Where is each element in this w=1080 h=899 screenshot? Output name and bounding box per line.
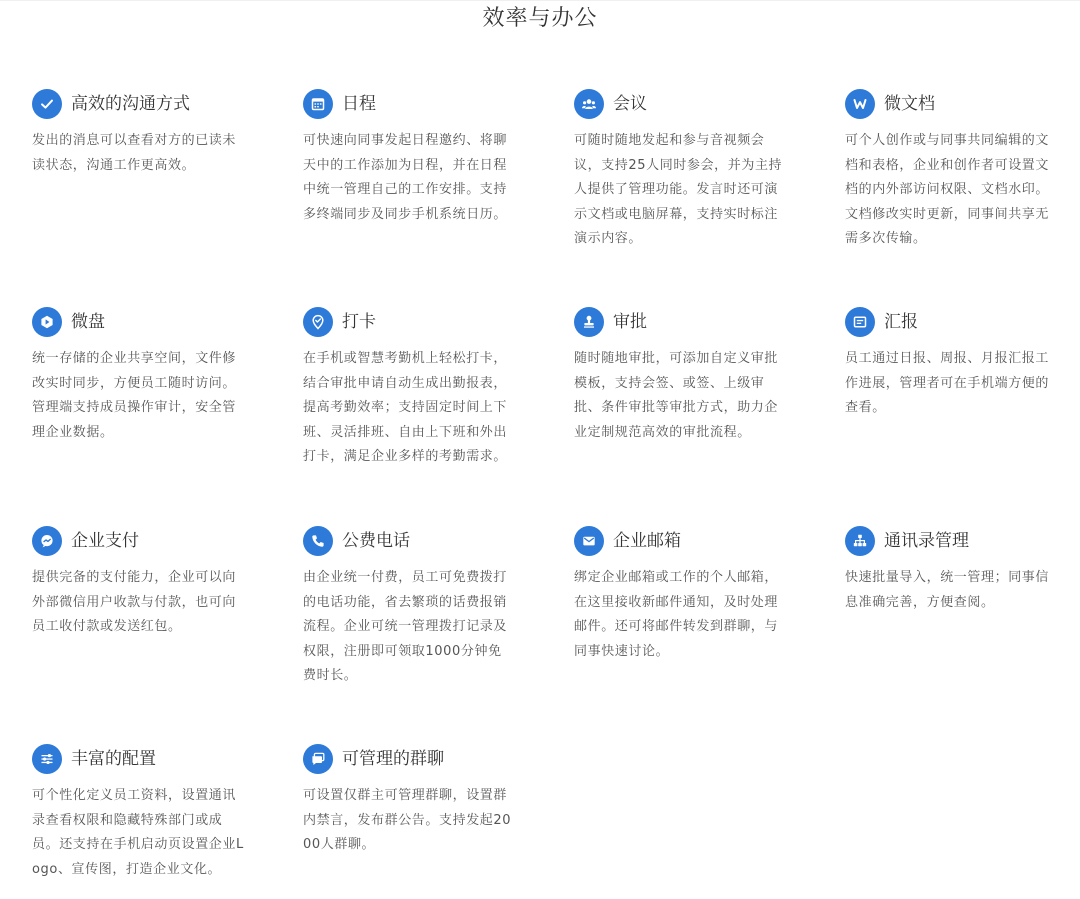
feature-description: 绑定企业邮箱或工作的个人邮箱，在这里接收新邮件通知，及时处理邮件。还可将邮件转发到群聊，与同事快速讨论。 xyxy=(574,570,779,659)
feature-description: 由企业统一付费，员工可免费拨打的电话功能，省去繁琐的话费报销流程。企业可统一管理拨打记录及权限，注册即可领取1000分钟免费时长。 xyxy=(303,570,508,683)
feature-title: 高效的沟通方式 xyxy=(71,94,190,114)
feature-card xyxy=(303,744,515,858)
feature-description: 随时随地审批，可添加自定义审批模板，支持会签、或签、上级审批、条件审批等审批方式，助力企业定制规范高效的审批流程。 xyxy=(574,351,779,440)
feature-header xyxy=(574,526,786,556)
feature-description: 可个人创作或与同事共同编辑的文档和表格，企业和创作者可设置文档的内外部访问权限、文档水印。文档修改实时更新，同事间共享无需多次传输。 xyxy=(845,133,1050,246)
location-pin-icon xyxy=(303,307,333,337)
group-chat-icon xyxy=(303,744,333,774)
feature-card xyxy=(32,89,244,178)
org-chart-icon xyxy=(845,526,875,556)
feature-header xyxy=(574,89,786,119)
feature-title: 通讯录管理 xyxy=(884,531,969,551)
feature-description: 在手机或智慧考勤机上轻松打卡，结合审批申请自动生成出勤报表，提高考勤效率；支持固定时间上下班、灵活排班、自由上下班和外出打卡，满足企业多样的考勤需求。 xyxy=(303,351,508,464)
document-w-icon xyxy=(845,89,875,119)
people-icon xyxy=(574,89,604,119)
mail-icon xyxy=(574,526,604,556)
feature-header xyxy=(845,526,1057,556)
feature-description: 快速批量导入，统一管理；同事信息准确完善，方便查阅。 xyxy=(845,570,1050,610)
feature-description: 可快速向同事发起日程邀约、将聊天中的工作添加为日程，并在日程中统一管理自己的工作安排。支持多终端同步及同步手机系统日历。 xyxy=(303,133,508,222)
feature-title: 公费电话 xyxy=(342,531,410,551)
feature-title: 微盘 xyxy=(71,312,105,332)
sliders-icon xyxy=(32,744,62,774)
feature-card xyxy=(303,526,515,689)
feature-card xyxy=(574,307,786,445)
feature-description: 提供完备的支付能力，企业可以向外部微信用户收款与付款，也可向员工收付款或发送红包。 xyxy=(32,570,237,634)
feature-description: 统一存储的企业共享空间，文件修改实时同步，方便员工随时访问。管理端支持成员操作审计，安全管理企业数据。 xyxy=(32,351,237,440)
feature-title: 可管理的群聊 xyxy=(342,749,444,769)
cloud-disk-icon xyxy=(32,307,62,337)
feature-header xyxy=(303,526,515,556)
feature-title: 日程 xyxy=(342,94,376,114)
feature-card xyxy=(303,307,515,470)
feature-card xyxy=(32,744,244,882)
top-divider xyxy=(0,0,1080,1)
feature-card xyxy=(303,89,515,227)
phone-icon xyxy=(303,526,333,556)
feature-card xyxy=(32,307,244,445)
feature-description: 可随时随地发起和参与音视频会议，支持25人同时参会，并为主持人提供了管理功能。发言时还可演示文档或电脑屏幕，支持实时标注演示内容。 xyxy=(574,133,783,246)
page-title: 效率与办公 xyxy=(482,6,598,31)
feature-title: 会议 xyxy=(613,94,647,114)
feature-description: 员工通过日报、周报、月报汇报工作进展，管理者可在手机端方便的查看。 xyxy=(845,351,1050,415)
feature-card xyxy=(845,526,1057,615)
feature-description: 可设置仅群主可管理群聊，设置群内禁言，发布群公告。支持发起2000人群聊。 xyxy=(303,788,512,852)
feature-header xyxy=(32,526,244,556)
report-icon xyxy=(845,307,875,337)
feature-header xyxy=(845,307,1057,337)
feature-card xyxy=(574,89,786,252)
feature-header xyxy=(32,89,244,119)
feature-title: 丰富的配置 xyxy=(71,749,156,769)
feature-header xyxy=(303,744,515,774)
feature-title: 审批 xyxy=(613,312,647,332)
feature-title: 汇报 xyxy=(884,312,918,332)
feature-header xyxy=(303,89,515,119)
feature-title: 企业邮箱 xyxy=(613,531,681,551)
feature-header xyxy=(303,307,515,337)
feature-card xyxy=(32,526,244,640)
feature-header xyxy=(845,89,1057,119)
feature-title: 微文档 xyxy=(884,94,935,114)
feature-header xyxy=(32,744,244,774)
calendar-icon xyxy=(303,89,333,119)
feature-card xyxy=(574,526,786,664)
payment-icon xyxy=(32,526,62,556)
feature-header xyxy=(574,307,786,337)
check-icon xyxy=(32,89,62,119)
feature-title: 打卡 xyxy=(342,312,376,332)
feature-card xyxy=(845,307,1057,421)
feature-card xyxy=(845,89,1057,252)
feature-description: 可个性化定义员工资料，设置通讯录查看权限和隐藏特殊部门或成员。还支持在手机启动页设置企业Logo、宣传图，打造企业文化。 xyxy=(32,788,244,877)
feature-description: 发出的消息可以查看对方的已读未读状态，沟通工作更高效。 xyxy=(32,133,237,173)
feature-header xyxy=(32,307,244,337)
feature-title: 企业支付 xyxy=(71,531,139,551)
stamp-icon xyxy=(574,307,604,337)
